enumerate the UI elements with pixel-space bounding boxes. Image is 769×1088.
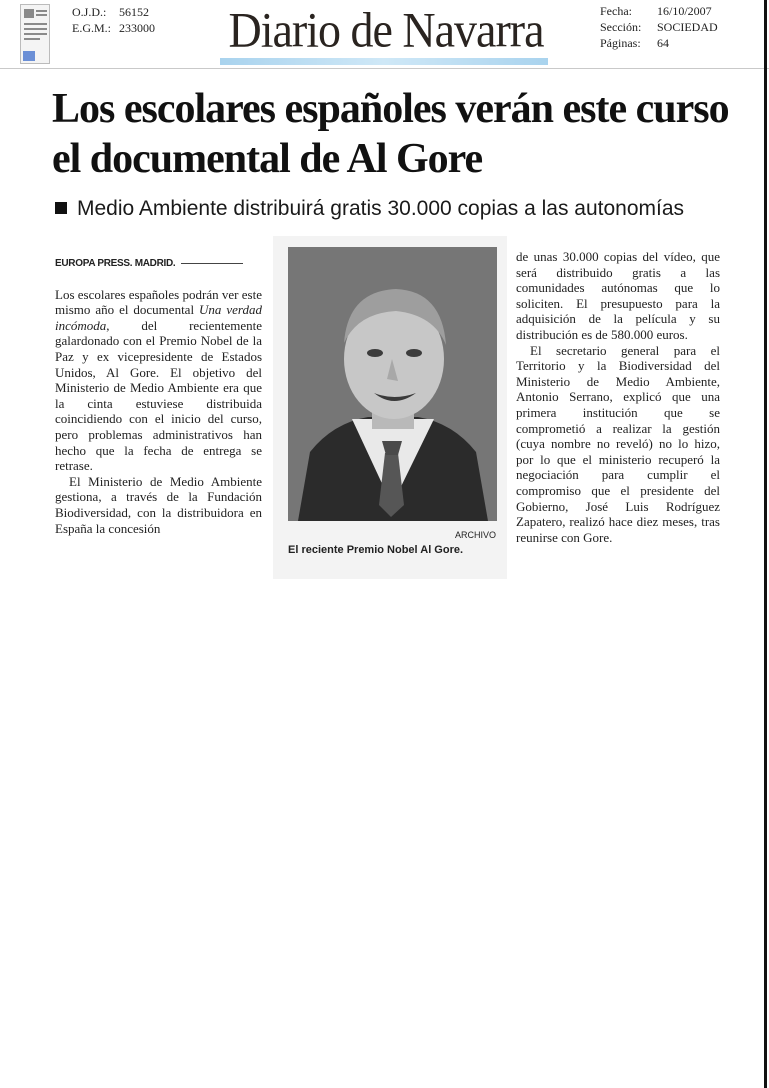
seccion-label: Sección: (600, 20, 642, 34)
paginas-value: 64 (657, 36, 669, 50)
paragraph-1 (55, 287, 262, 474)
headline: Los escolares españoles verán este curso el documental de Al Gore (52, 86, 729, 182)
subheadline-text: Medio Ambiente distribuirá gratis 30.000 copias a las autonomías (77, 197, 685, 220)
article-column-3 (516, 249, 720, 545)
al-gore-photo (288, 247, 497, 521)
fecha-value: 16/10/2007 (657, 4, 712, 18)
paragraph-4: El secretario general para el Territorio y la Biodiversidad del Ministerio de Medio Ambiente, Antonio Serrano, explicó que una primera institución que se comprometió a realizar la gestión (cuya nombre no reveló) no lo hizo, por lo que el ministerio recuperó la negociación para cumplir el compromiso que el presidente del Gobierno, José Luis Rodríguez Zapatero, realizó hace diez meses, tras reunirse con Gore. (516, 342, 720, 545)
paginas-label: Páginas: (600, 36, 641, 50)
paragraph-2: El Ministerio de Medio Ambiente gestiona, a través de la Fundación Biodiversidad, con la distribuidora en España la concesión (55, 473, 262, 536)
fecha-label: Fecha: (600, 4, 632, 18)
bullet-square-icon (55, 202, 67, 214)
byline: EUROPA PRESS. MADRID. (55, 258, 176, 269)
egm-value: 233000 (119, 21, 155, 35)
ojd-label: O.J.D.: (72, 5, 107, 19)
film-title: Una verdad incómoda (55, 302, 262, 333)
masthead-underline (220, 58, 548, 65)
photo-credit: ARCHIVO (455, 530, 497, 540)
paragraph-3: de unas 30.000 copias del vídeo, que será distribuido gratis a las comunidades autónomas que lo soliciten. El presupuesto para la adquisición de la película y su distribución es de 580.000 euros. (516, 249, 720, 342)
portrait-illustration (288, 247, 497, 521)
masthead: Diario de Navarra (228, 2, 544, 58)
photo-caption: El reciente Premio Nobel Al Gore. (288, 544, 464, 556)
paragraph-1-end: , del recientemente galardonado con el Premio Nobel de la Paz y ex vicepresidente de Estados Unidos, Al Gore. El objetivo del Ministerio de Medio Ambiente era que la cinta estuviese distribuida coincidiendo con el inicio del curso, pero problemas administrativos han hecho que la fecha de entrega se retrase. (55, 317, 262, 474)
page-thumbnail (20, 4, 50, 64)
paragraph-1-start: Los escolares españoles podrán ver este mismo año el documental (55, 286, 262, 318)
right-edge-rule (764, 0, 767, 1088)
article-column-1 (55, 254, 262, 536)
egm-label: E.G.M.: (72, 21, 111, 35)
publication-info (600, 3, 718, 51)
subheadline (55, 196, 745, 222)
header-divider (0, 68, 769, 69)
byline-rule (181, 263, 243, 264)
audience-metrics (72, 4, 155, 36)
ojd-value: 56152 (119, 5, 149, 19)
seccion-value: SOCIEDAD (657, 20, 718, 34)
